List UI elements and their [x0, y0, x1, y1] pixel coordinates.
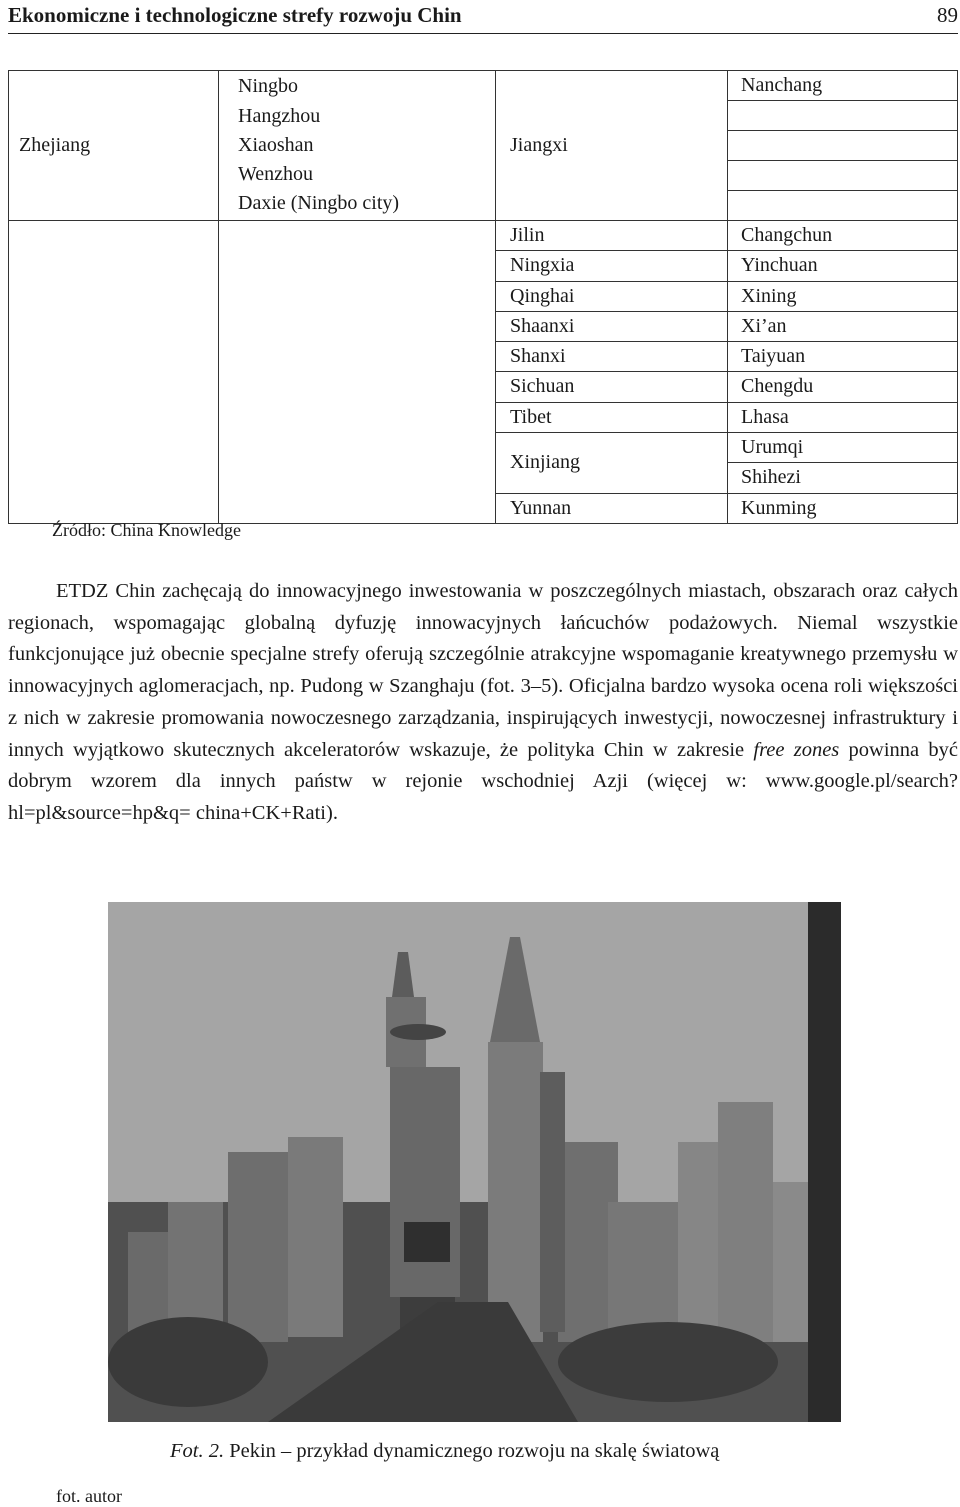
city-cell: Xi’an [728, 311, 958, 341]
province-cell: Sichuan [496, 372, 728, 402]
city-cell: Lhasa [728, 402, 958, 432]
province-cell: Zhejiang [9, 71, 219, 221]
paragraph-part: powinna być dobrym wzorem dla innych państw w rejonie wschodniej Azji (więcej w: www.google.pl/search?hl=pl&source=hp&q= china+CK+Rati). [8, 738, 958, 824]
city-list-cell [728, 71, 958, 221]
empty-cell [728, 131, 957, 161]
skyline-illustration [108, 902, 841, 1422]
province-cell: Yunnan [496, 493, 728, 523]
city-cell: Shihezi [728, 463, 958, 493]
empty-cell [9, 221, 219, 524]
city-name: Nanchang [728, 71, 957, 101]
province-cell: Qinghai [496, 281, 728, 311]
city-cell: Taiyuan [728, 342, 958, 372]
city-list-cell [219, 71, 496, 221]
city-cell: Kunming [728, 493, 958, 523]
paragraph-part: ETDZ Chin zachęcają do innowacyjnego inwestowania w poszczególnych miastach, obszarach oraz całych regionach, wspomagając globalną dyfuzję innowacyjnych łańcuchów podażowych. Niemal wszystkie funkcjonujące już obecnie specjalne strefy oferują szczególnie atrakcyjne wspomaganie kreatywnego przemysłu w innowacyjnych aglomeracjach, np. Pudong w Szanghaju (fot. 3–5). Oficjalna bardzo wysoka ocena roli większości z nich w zakresie promowania nowoczesnego zarządzania, inspirujących inwestycji, nowoczesnej infrastruktury i innych wyjątkowo skutecznych akceleratorów wskazuje, że polityka Chin w zakresie [8, 580, 958, 761]
source-note: Źródło: China Knowledge [52, 520, 241, 540]
city-cell: Chengdu [728, 372, 958, 402]
empty-cell [728, 191, 957, 220]
empty-cell [728, 101, 957, 131]
city-name: Ningbo [238, 75, 298, 98]
table-row [9, 221, 958, 251]
province-cell: Shaanxi [496, 311, 728, 341]
table-row [9, 71, 958, 221]
city-cell: Urumqi [728, 433, 958, 463]
province-cell: Jiangxi [496, 71, 728, 221]
province-cell: Jilin [496, 221, 728, 251]
paragraph-text [8, 576, 958, 830]
city-name: Xiaoshan [238, 133, 314, 156]
figure-label: Fot. 2. [170, 1440, 225, 1462]
chapter-title: Ekonomiczne i technologiczne strefy rozwoju Chin [8, 3, 462, 27]
photo-credit: fot. autor [56, 1486, 122, 1506]
empty-cell [728, 161, 957, 191]
province-cell: Tibet [496, 402, 728, 432]
province-cell: Ningxia [496, 251, 728, 281]
city-name: Hangzhou [238, 104, 321, 127]
province-cell: Xinjiang [496, 433, 728, 494]
empty-cell [219, 221, 496, 524]
city-photo [108, 902, 841, 1422]
city-cell: Changchun [728, 221, 958, 251]
province-cell: Shanxi [496, 342, 728, 372]
running-head [8, 0, 958, 34]
city-cell: Yinchuan [728, 251, 958, 281]
city-cell: Xining [728, 281, 958, 311]
caption-text: Pekin – przykład dynamicznego rozwoju na skalę światową [224, 1440, 720, 1462]
figure-caption [170, 1440, 719, 1463]
page-number: 89 [937, 3, 958, 27]
zones-table [8, 70, 958, 524]
body-paragraph [8, 576, 958, 830]
city-name: Wenzhou [238, 163, 314, 186]
italic-term: free zones [753, 738, 840, 761]
city-name: Daxie (Ningbo city) [238, 192, 400, 215]
